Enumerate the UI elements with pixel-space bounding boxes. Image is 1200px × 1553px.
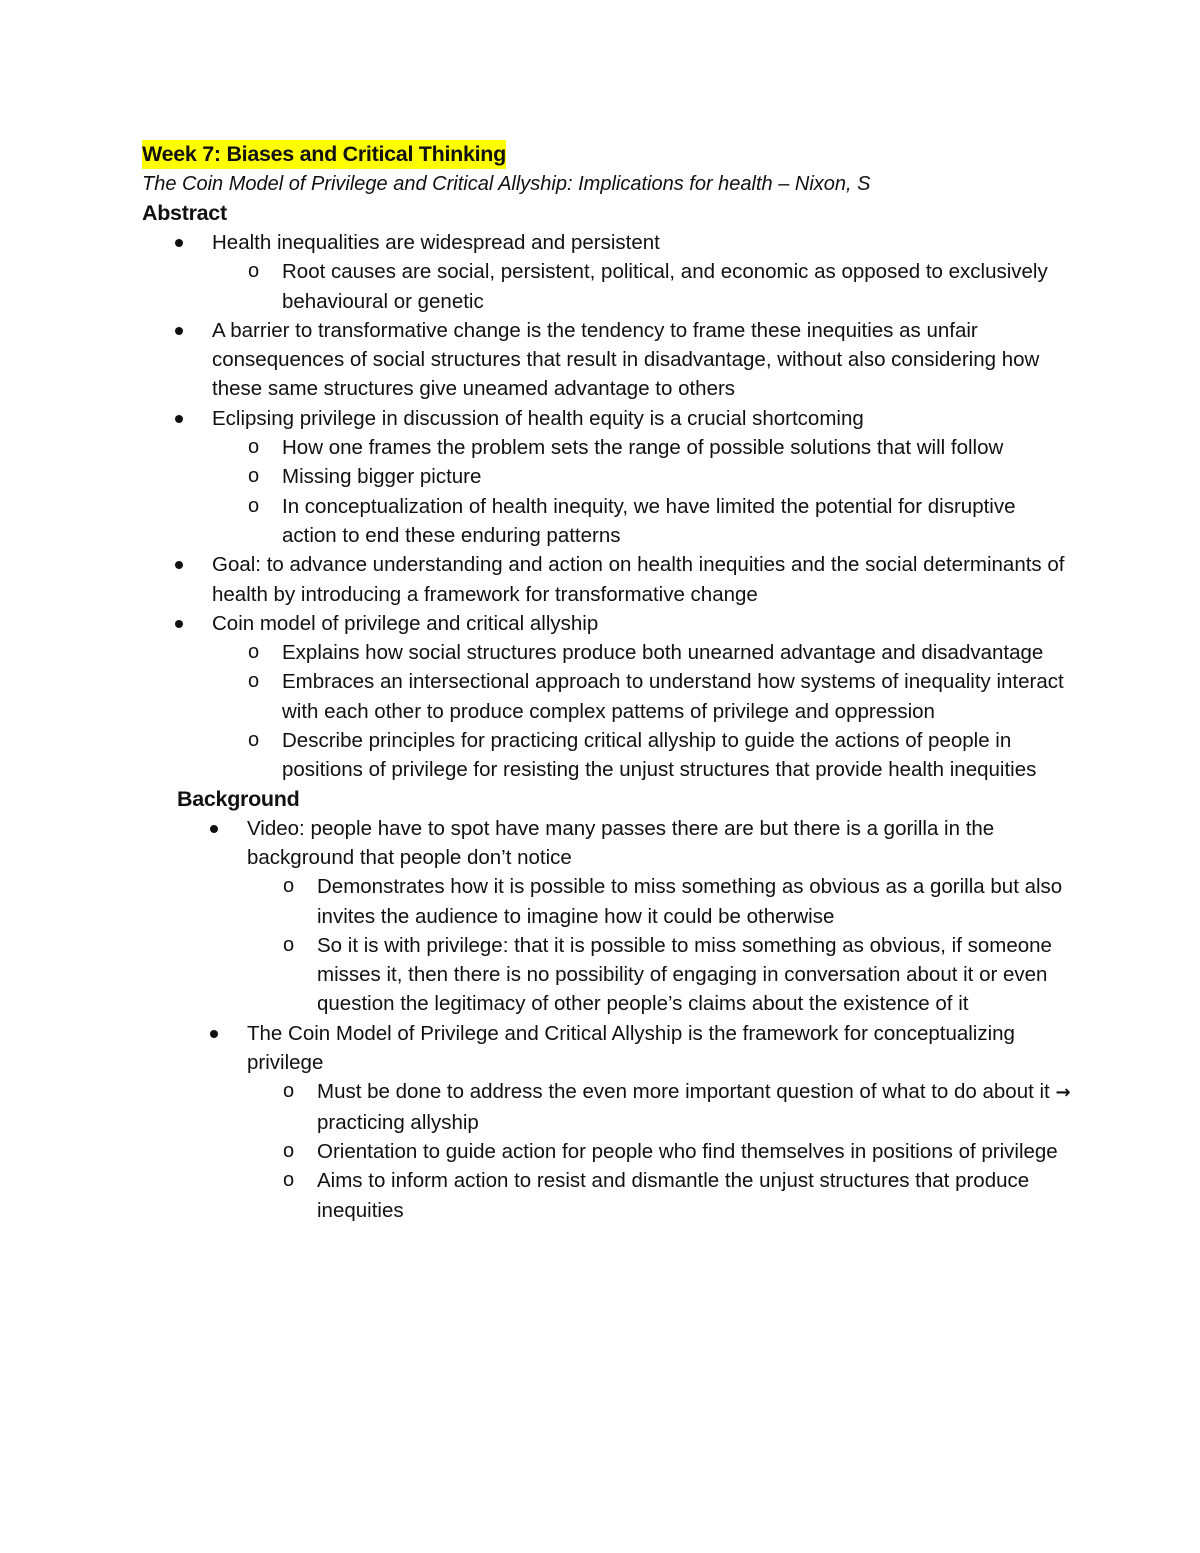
list-item [212, 404, 1072, 550]
sub-list-item [248, 726, 1072, 785]
sub-list-item [248, 638, 1072, 667]
bullet-icon [175, 415, 183, 423]
list-item-text: Health inequalities are widespread and persistent [212, 231, 660, 254]
circle-bullet-icon: o [283, 1080, 295, 1103]
bullet-icon [210, 825, 218, 833]
sub-list-item-text: Demonstrates how it is possible to miss something as obvious as a gorilla but also invites the audience to imagine how it could be otherwise [317, 875, 1063, 928]
sub-list-item-text: Missing bigger picture [282, 465, 482, 489]
circle-bullet-icon: o [283, 875, 295, 898]
sub-list-item-text: Embraces an intersectional approach to understand how systems of inequality interact with each other to produce complex pattems of privilege and oppression [282, 670, 1064, 723]
sub-list-item-text: Must be done to address the even more important question of what to do about it [317, 1080, 1050, 1104]
bullet-icon [175, 239, 183, 247]
sub-list-item [248, 667, 1072, 726]
sub-list-item [248, 433, 1072, 462]
bullet-icon [210, 1030, 218, 1038]
list-item [212, 550, 1072, 609]
sub-list [283, 872, 1072, 1018]
list-item [247, 1019, 1072, 1225]
sub-list [248, 433, 1072, 550]
sub-list-item [248, 492, 1072, 551]
subtitle: The Coin Model of Privilege and Critical Allyship: Implications for health – Nixon, S [142, 173, 871, 195]
abstract-list [212, 228, 1072, 785]
list-item-text: Video: people have to spot have many passes there are but there is a gorilla in the background that people don’t notice [247, 816, 995, 869]
sub-list-item-text: How one frames the problem sets the range of possible solutions that will follow [282, 436, 1004, 460]
circle-bullet-icon: o [248, 670, 260, 693]
bullet-icon [175, 620, 183, 628]
bullet-icon [175, 561, 183, 569]
list-item [212, 228, 1072, 316]
list-item [247, 814, 1072, 1019]
sub-list-item-text: Explains how social structures produce both unearned advantage and disadvantage [282, 641, 1044, 665]
section-heading-abstract: Abstract [142, 201, 227, 225]
list-item [212, 316, 1072, 404]
circle-bullet-icon: o [248, 436, 260, 459]
sub-list-item [283, 1137, 1072, 1166]
list-item [212, 609, 1072, 785]
sub-list-item-text-continued: practicing allyship [317, 1110, 479, 1134]
sub-list-item-text: So it is with privilege: that it is possible to miss something as obvious, if someone misses it, then there is no possibility of engaging in conversation about it or even question the legitimacy of other people’s claims about the existence of it [317, 933, 1052, 1016]
sub-list-item-text: Orientation to guide action for people who find themselves in positions of privilege [317, 1139, 1058, 1163]
title-line [142, 140, 1072, 170]
sub-list-item-text: Root causes are social, persistent, political, and economic as opposed to exclusively behavioural or genetic [282, 260, 1048, 313]
circle-bullet-icon: o [283, 1139, 295, 1162]
list-item-text: Goal: to advance understanding and action on health inequities and the social determinants of health by introducing a framework for transformative change [212, 553, 1065, 606]
bullet-icon [175, 327, 183, 335]
sub-list-item-text: Describe principles for practicing critical allyship to guide the actions of people in positions of privilege for resisting the unjust structures that provide health inequities [282, 729, 1037, 782]
background-list [247, 814, 1072, 1225]
circle-bullet-icon: o [248, 729, 260, 752]
circle-bullet-icon: o [248, 494, 260, 517]
sub-list-item [283, 872, 1072, 931]
page-title: Week 7: Biases and Critical Thinking [142, 140, 506, 169]
sub-list-item [283, 1166, 1072, 1225]
sub-list [248, 638, 1072, 784]
section-heading-background: Background [177, 786, 300, 811]
circle-bullet-icon: o [248, 260, 260, 283]
list-item-text: A barrier to transformative change is the tendency to frame these inequities as unfair consequences of social structures that result in disadvantage, without also considering how these same structures give uneamed advantage to others [212, 318, 1040, 401]
sub-list-item-text: In conceptualization of health inequity, we have limited the potential for disruptive action to end these enduring patterns [282, 494, 1016, 547]
list-item-text: The Coin Model of Privilege and Critical Allyship is the framework for conceptualizing privilege [247, 1021, 1015, 1075]
sub-list-item [248, 257, 1072, 316]
circle-bullet-icon: o [283, 933, 295, 956]
document-body [142, 140, 1072, 1225]
sub-list-item [283, 931, 1072, 1019]
sub-list [283, 1077, 1072, 1224]
sub-list-item [283, 1077, 1072, 1137]
sub-list-item-text: Aims to inform action to resist and dismantle the unjust structures that produce inequities [317, 1169, 1030, 1222]
sub-list [248, 257, 1072, 316]
circle-bullet-icon: o [283, 1169, 295, 1192]
list-item-text: Coin model of privilege and critical allyship [212, 611, 599, 635]
list-item-text: Eclipsing privilege in discussion of health equity is a crucial shortcoming [212, 406, 864, 430]
arrow-right-icon: → [1055, 1082, 1071, 1104]
circle-bullet-icon: o [248, 641, 260, 664]
circle-bullet-icon: o [248, 465, 260, 488]
sub-list-item [248, 462, 1072, 491]
